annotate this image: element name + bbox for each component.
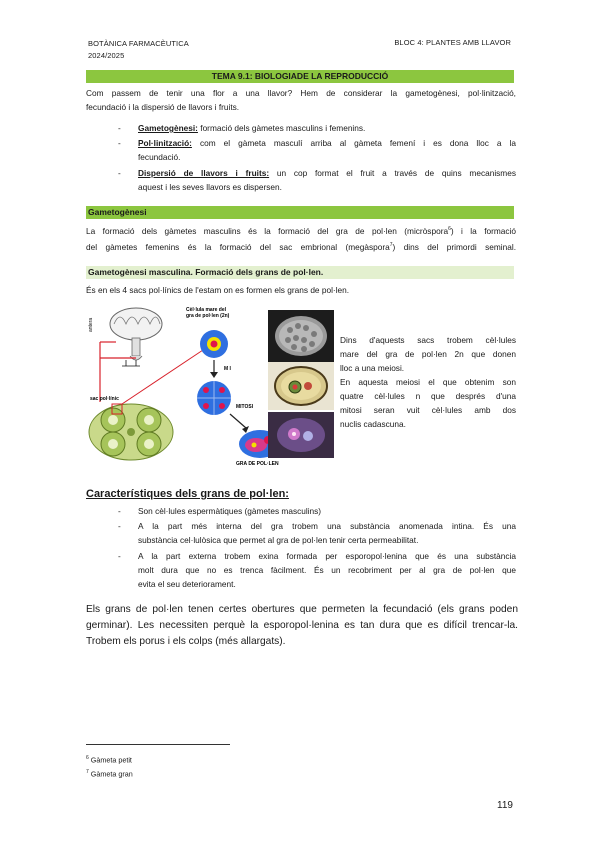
side-line: Dins d'aquests sacs trobem cèl·lules: [340, 335, 516, 345]
tetrad-icon: [197, 381, 231, 415]
side-line: lloc a una meiosi.: [340, 363, 405, 373]
pollen-sem-image: [268, 310, 334, 362]
header-year: 2024/2025: [88, 51, 125, 60]
side-line: mare del gra de pol·len 2n que donen: [340, 349, 516, 359]
footnote-ref: 7: [389, 241, 393, 248]
bullet-text: un cop format el fruit a través de quins mecanismes: [269, 168, 516, 178]
paragraph-line: [86, 238, 516, 254]
bullet-item: [118, 166, 516, 194]
subsection-heading-masculina: Gametogènesi masculina. Formació dels grans de pol·len.: [86, 266, 514, 279]
masculina-paragraph: És en els 4 sacs pol·línics de l'estam on es formen els grans de pol·len.: [86, 285, 350, 295]
arrow-head-icon: [210, 372, 218, 378]
bullet-dash: -: [118, 521, 121, 531]
bullet-text: aquest i les seves llavors es dispersen.: [138, 182, 282, 192]
footnote-num: 6: [86, 755, 89, 761]
side-line: En aquesta meiosi el que obtenim son: [340, 377, 516, 387]
text-span: ) i la formació: [450, 225, 517, 236]
characteristic-item: [118, 549, 516, 591]
text-span: ) dins del primordi seminal.: [392, 241, 517, 252]
page-number: 119: [497, 800, 513, 811]
footnote-text: Gàmeta gran: [90, 769, 133, 779]
arrow-icon: [230, 414, 246, 428]
anther-cross-section-icon: [89, 404, 173, 460]
bullet-term: Gametogènesi:: [138, 123, 198, 133]
text-span: del gàmetes femenins és la formació del sac embrional (megàspora: [86, 241, 390, 252]
bullet-dash: -: [118, 123, 121, 133]
label-cell-mare: gra de pol·len (2n): [186, 313, 230, 319]
intro-line: fecundació i la dispersió de llavors i fruits.: [86, 102, 240, 112]
bullet-item: [118, 136, 516, 164]
nucleus-icon: [252, 443, 257, 448]
item-line: evita el seu deteriorament.: [138, 579, 236, 589]
label-m1: M I: [224, 366, 231, 372]
paragraph-line: [86, 222, 516, 238]
bullet-text: fecundació.: [138, 152, 181, 162]
bullet-term: Dispersió de llavors i fruits:: [138, 168, 270, 178]
footnotes: [86, 752, 133, 781]
bullet-dash: -: [118, 138, 121, 148]
bullet-dash: -: [118, 506, 121, 516]
pollen-micrograph-image: [268, 362, 334, 410]
item-line: substància cel·lulòsica que permet al gra de pol·len tenir certa permeabilitat.: [138, 535, 419, 545]
nucleolus-icon: [211, 341, 218, 348]
item-line: molt dura que no es trenca fàcilment. És un recobriment per al gra de pol·len que: [138, 565, 516, 575]
label-cell-mare: Cèl·lula mare del: [186, 307, 227, 313]
characteristics-heading: Característiques dels grans de pol·len:: [86, 488, 289, 500]
paragraph-line: germinar). Les necessiten perquè la esporopol·lenina es tan dura que es difícil trencar-la.: [86, 620, 518, 631]
intro-line: Com passem de tenir una flor a una llavor? Hem de considerar la gametogènesi, pol·linització,: [86, 88, 516, 98]
header-block: BLOC 4: PLANTES AMB LLAVOR: [394, 38, 511, 47]
item-line: A la part més interna del gra trobem una substància anomenada intina. És una: [138, 521, 516, 531]
side-line: mitosi seran vuit cèl·lules amb dos: [340, 405, 516, 415]
paragraph-line: Els grans de pol·len tenen certes obertures que permeten la fecundació (els grans poden: [86, 604, 518, 615]
label-sac-polinic: sac pol·línic: [90, 396, 119, 402]
header-subject: BOTÀNICA FARMACÈUTICA: [88, 39, 189, 48]
anther-icon: [110, 308, 162, 360]
footnote-num: 7: [86, 769, 89, 776]
item-line: A la part externa trobem exina formada per esporopol·lenina que és una substància: [138, 551, 516, 561]
characteristic-item: [118, 519, 516, 547]
label-gra-polen: GRA DE POL·LEN: [236, 461, 279, 467]
bullet-term: Pol·linització:: [138, 138, 192, 148]
bullet-text: formació dels gàmetes masculins i femenins.: [197, 123, 366, 133]
intro-paragraph: [86, 86, 516, 114]
section-heading-gametogenesi: Gametogènesi: [86, 206, 514, 219]
footnote-divider: [86, 744, 230, 745]
gametogenesi-paragraph: [86, 222, 516, 254]
side-paragraph: [340, 333, 516, 431]
bullet-text: com el gàmeta masculí arriba al gàmeta femení i es dona lloc a la: [191, 138, 516, 148]
paragraph-line: Trobem els porus i els colps (més allargats).: [86, 636, 286, 647]
bullet-dash: -: [118, 168, 121, 178]
final-paragraph: [86, 602, 518, 650]
text-span: La formació dels gàmetes masculins és la formació del gra de pol·len (micròspora: [86, 225, 449, 236]
side-line: nuclis cadascuna.: [340, 419, 406, 429]
item-line: Son cèl·lules espermàtiques (gàmetes masculins): [138, 506, 322, 516]
header-left: [88, 38, 189, 62]
bullet-dash: -: [118, 551, 121, 561]
label-antera: antera: [88, 317, 94, 332]
bullet-item: [118, 121, 516, 135]
characteristic-item: [118, 504, 516, 518]
footnote-text: Gàmeta petit: [90, 755, 132, 765]
label-mitosi: MITOSI: [236, 404, 254, 410]
pollen-mitosis-image: [268, 412, 334, 458]
footnote: [86, 752, 133, 766]
footnote-ref: 6: [448, 226, 451, 232]
side-line: quatre cèl·lules n que després d'una: [340, 391, 516, 401]
page-title: TEMA 9.1: BIOLOGIADE LA REPRODUCCIÓ: [86, 70, 514, 83]
footnote: [86, 766, 133, 780]
